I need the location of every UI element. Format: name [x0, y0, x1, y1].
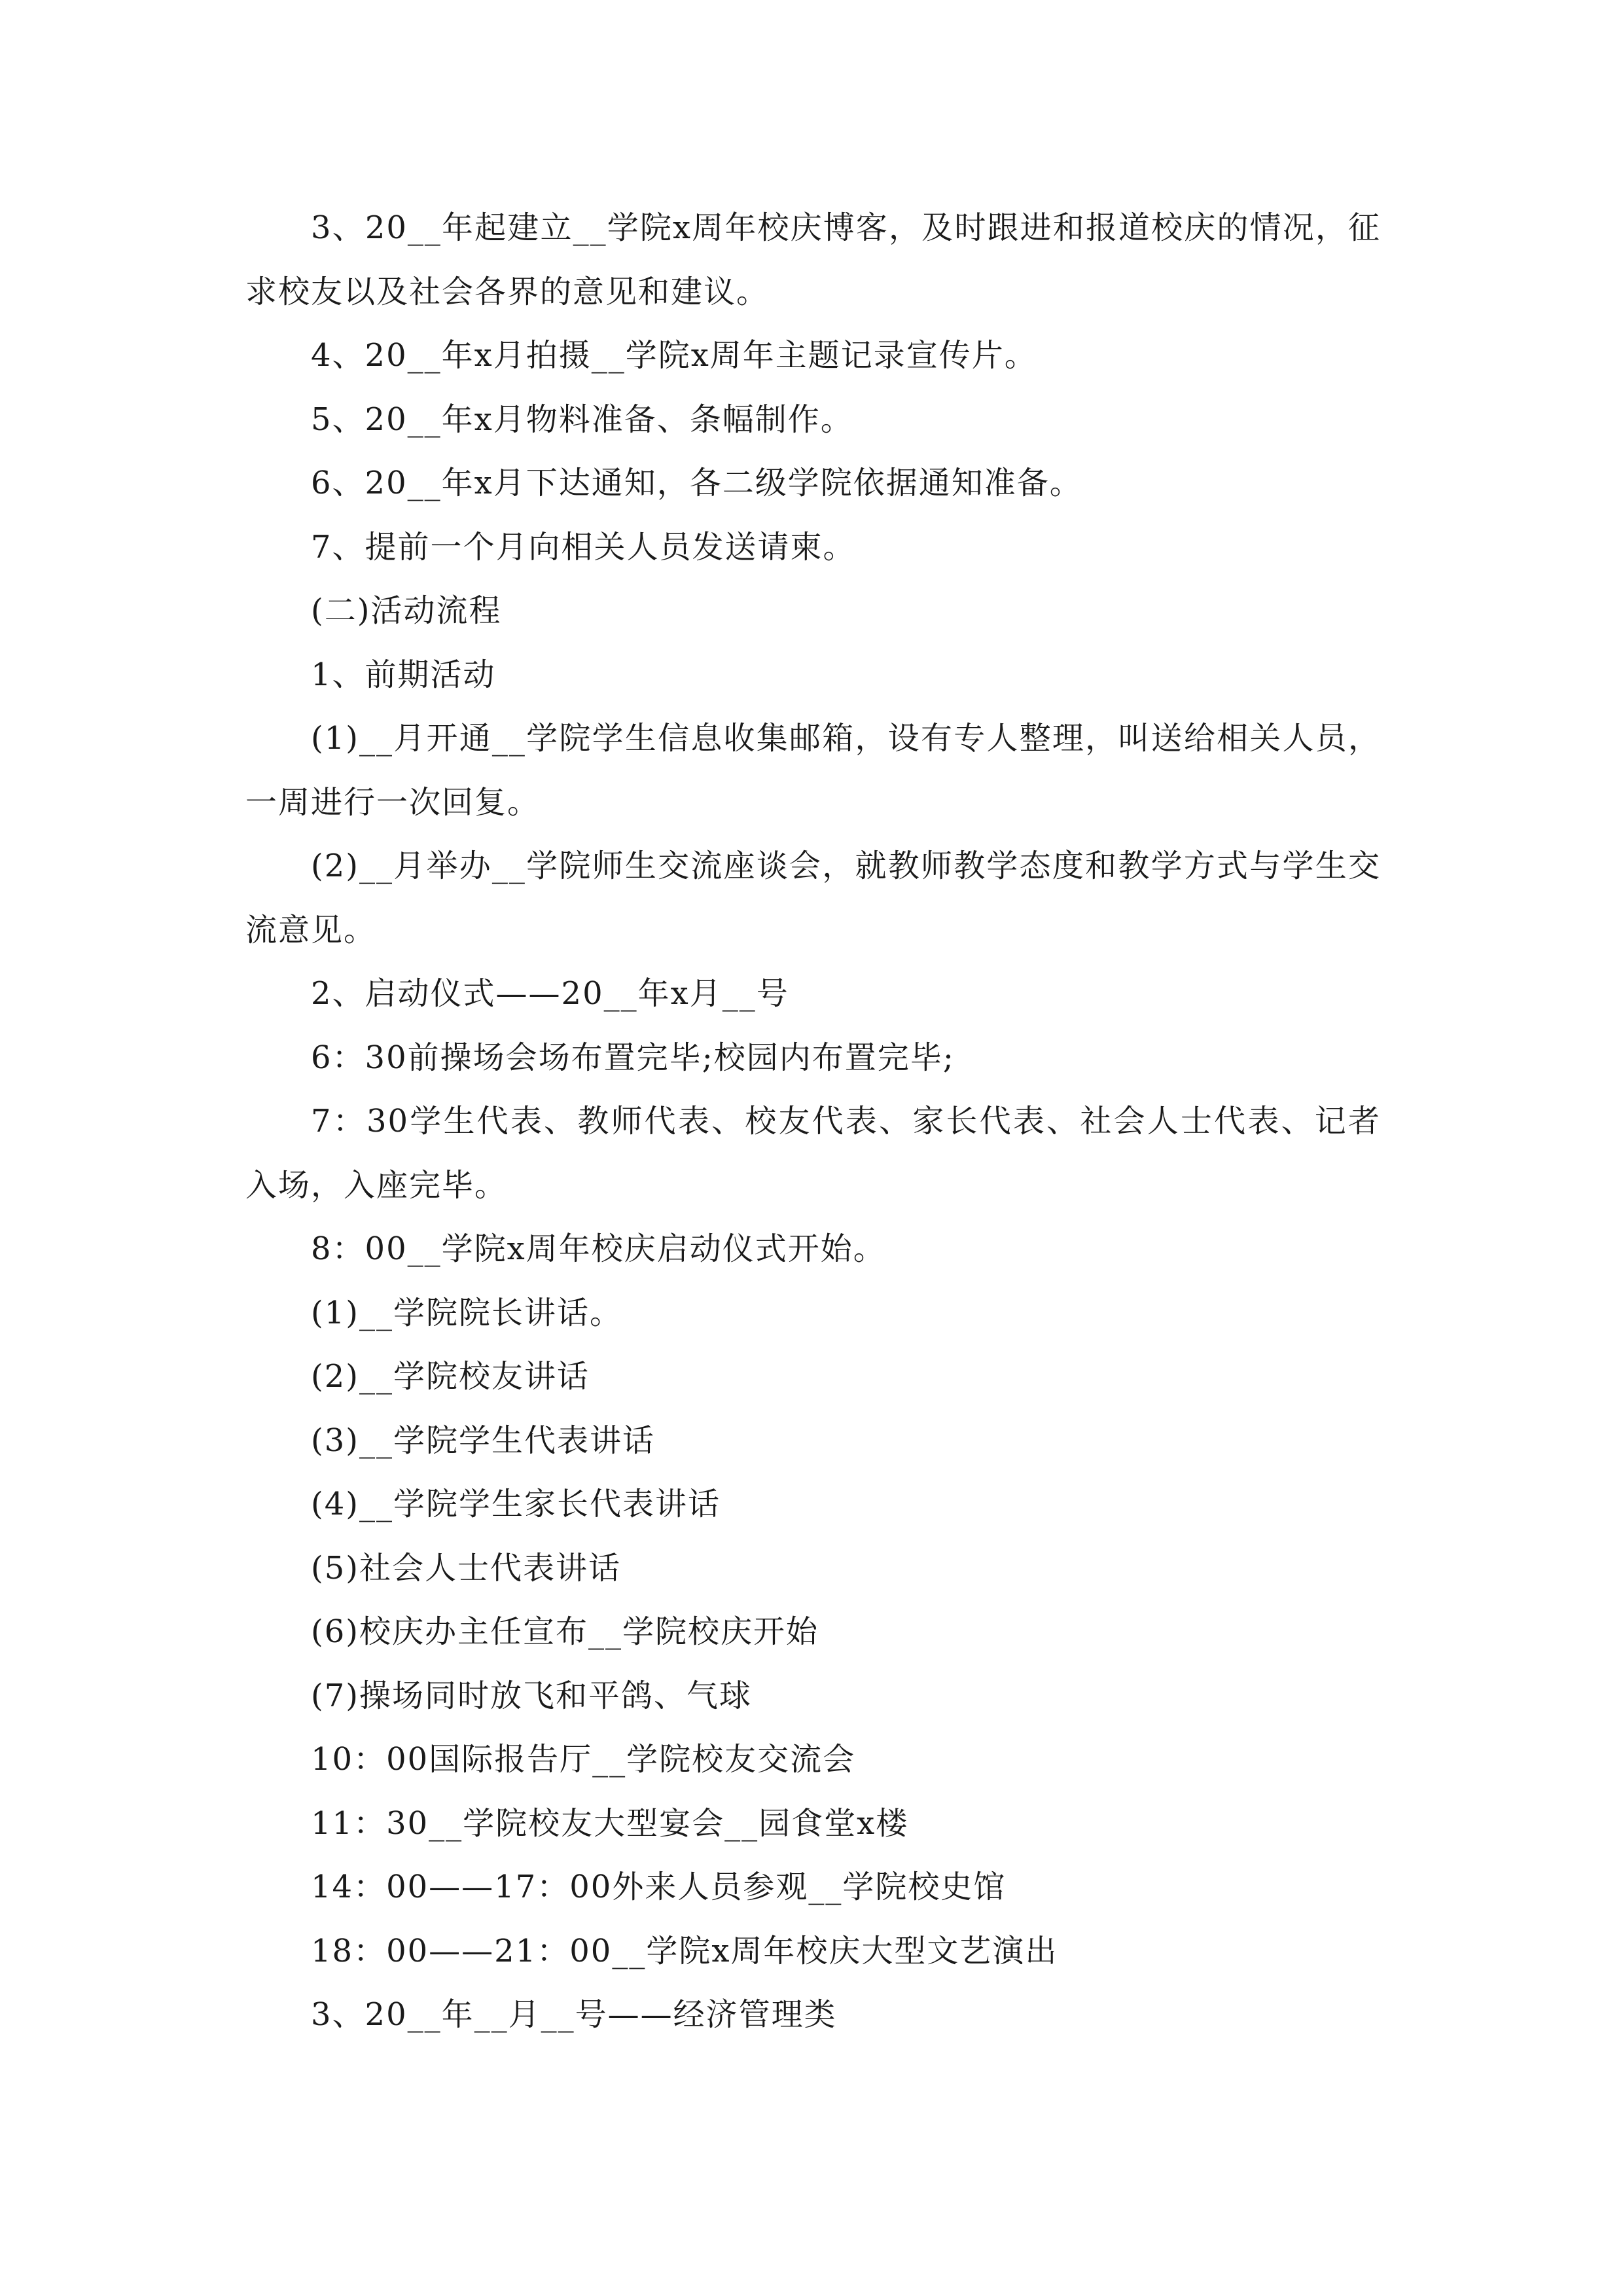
subheading-early-activities: 1、前期活动: [311, 656, 496, 693]
document-body: [245, 196, 1381, 2047]
subheading-economics: 3、20__年__月__号——经济管理类: [311, 1996, 837, 2033]
list-item-alumni-speech: (2)__学院校友讲话: [311, 1358, 590, 1395]
paragraph-video: 4、20__年x月拍摄__学院x周年主题记录宣传片。: [311, 337, 1037, 374]
list-item-parent-speech: (4)__学院学生家长代表讲话: [311, 1486, 721, 1522]
schedule-1400: 14：00——17：00外来人员参观__学院校史馆: [311, 1869, 1007, 1905]
schedule-1000: 10：00国际报告厅__学院校友交流会: [311, 1741, 856, 1778]
paragraph-mailbox: (1)__月开通__学院学生信息收集邮箱，设有专人整理，叫送给相关人员，一周进行一次回复。: [245, 720, 1381, 821]
section-heading-activity-flow: (二)活动流程: [311, 592, 502, 629]
list-item-student-speech: (3)__学院学生代表讲话: [311, 1422, 655, 1459]
list-item-public-speech: (5)社会人士代表讲话: [311, 1549, 621, 1587]
list-item-president-speech: (1)__学院院长讲话。: [311, 1294, 622, 1331]
paragraph-notice: 6、20__年x月下达通知，各二级学院依据通知准备。: [311, 465, 1082, 501]
schedule-0630: 6：30前操场会场布置完毕;校园内布置完毕;: [311, 1039, 955, 1076]
subheading-launch-ceremony: 2、启动仪式——20__年x月__号: [311, 975, 789, 1012]
list-item-release-doves: (7)操场同时放飞和平鸽、气球: [311, 1677, 752, 1714]
list-item-announcement: (6)校庆办主任宣布__学院校庆开始: [311, 1613, 819, 1650]
paragraph-forum: (2)__月举办__学院师生交流座谈会，就教师教学态度和教学方式与学生交流意见。: [245, 848, 1381, 948]
schedule-0800: 8：00__学院x周年校庆启动仪式开始。: [311, 1230, 886, 1267]
paragraph-invitations: 7、提前一个月向相关人员发送请柬。: [311, 528, 856, 565]
paragraph-materials: 5、20__年x月物料准备、条幅制作。: [311, 401, 853, 438]
schedule-1130: 11：30__学院校友大型宴会__园食堂x楼: [311, 1804, 909, 1842]
schedule-1800: 18：00——21：00__学院x周年校庆大型文艺演出: [311, 1932, 1058, 1969]
paragraph-blog: 3、20__年起建立__学院x周年校庆博客，及时跟进和报道校庆的情况，征求校友以及社会各界的意见和建议。: [245, 209, 1381, 310]
schedule-0730: 7：30学生代表、教师代表、校友代表、家长代表、社会人士代表、记者入场，入座完毕。: [245, 1103, 1381, 1204]
